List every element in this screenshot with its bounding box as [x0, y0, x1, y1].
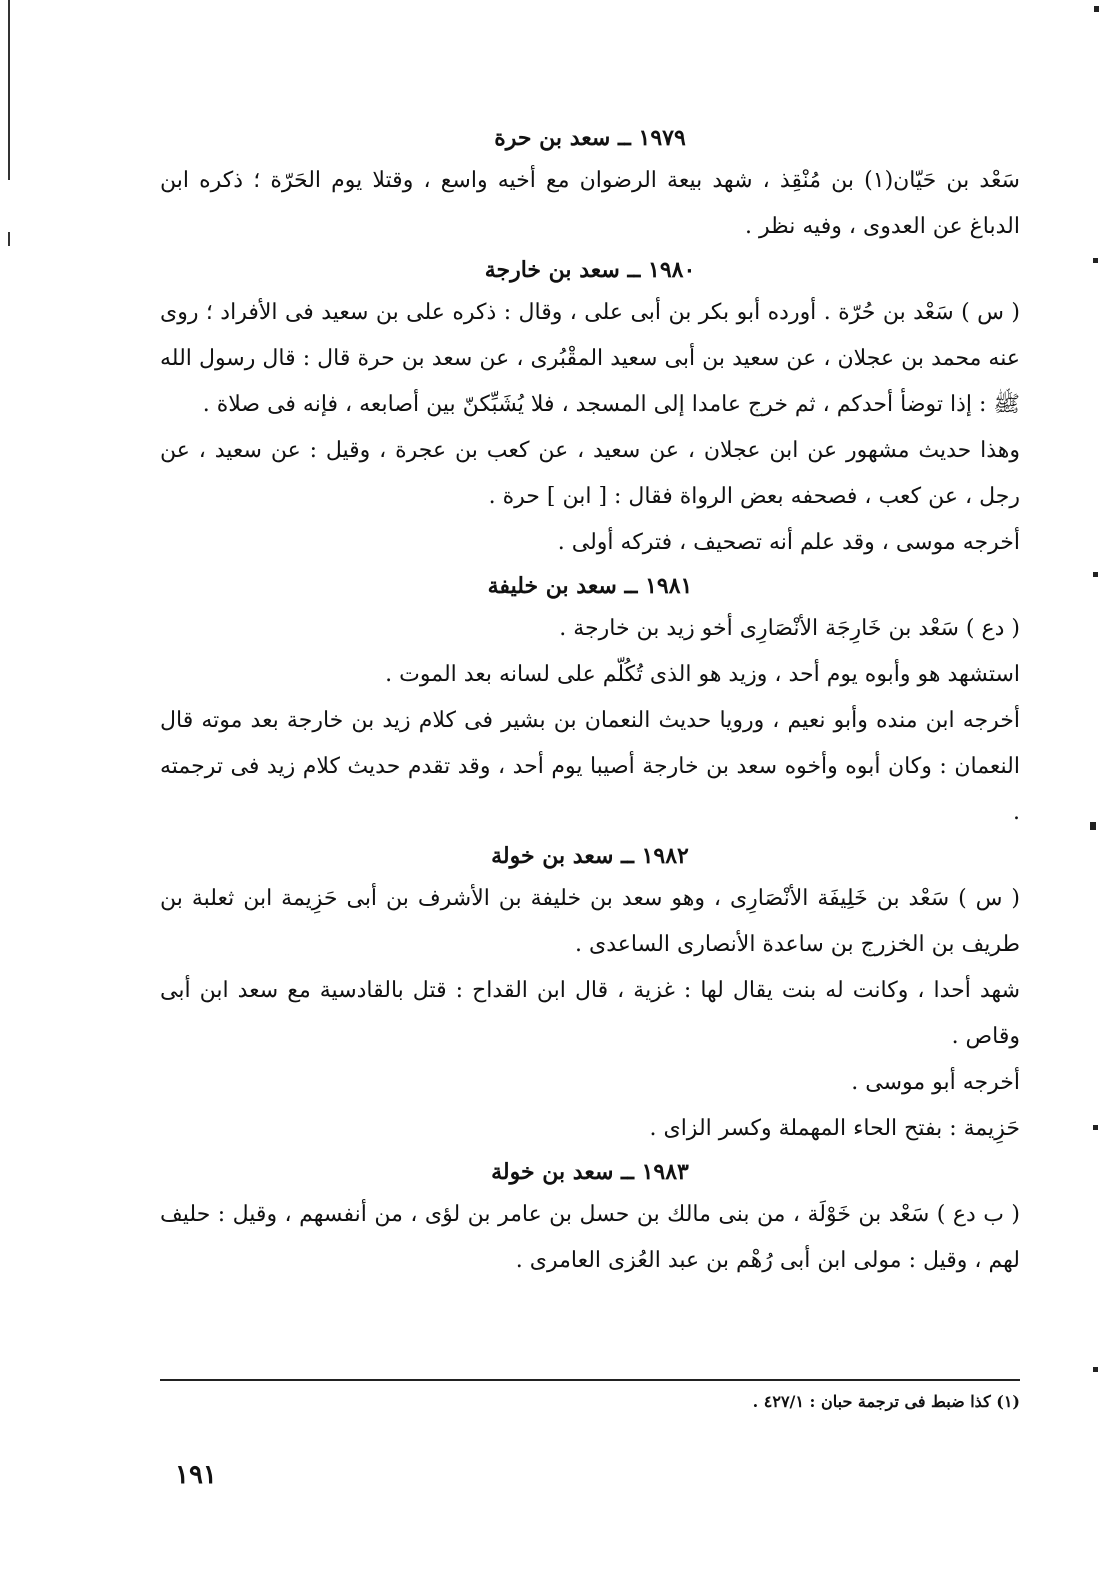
entry-paragraph: سَعْد بن حَيّان(١) بن مُنْقِذ ، شهد بيعة الرضوان مع أخيه واسع ، وقتلا يوم الحَرّة ؛ ذكره ابن الدباغ عن العدوى ، وفيه نظر .	[160, 168, 1020, 239]
entry-1983	[160, 1152, 1020, 1284]
entry-paragraph: أخرجه ابن منده وأبو نعيم ، ورويا حديث النعمان بن بشير فى كلام زيد بن خارجة بعد موته قال النعمان : وكان أبوه وأخوه سعد بن خارجة أصيبا يوم أحد ، وقد تقدم حديث كلام زيد فى ترجمته .	[160, 708, 1020, 825]
scan-mark	[1093, 258, 1098, 263]
scan-mark	[1093, 572, 1098, 577]
entry-paragraph: وهذا حديث مشهور عن ابن عجلان ، عن سعيد ، عن كعب بن عجرة ، وقيل : عن سعيد ، عن رجل ، عن كعب ، فصحفه بعض الرواة فقال : [ ابن ] حرة .	[160, 438, 1020, 509]
scan-mark	[1094, 6, 1099, 12]
entry-1979	[160, 118, 1020, 250]
entry-paragraph: أخرجه موسى ، وقد علم أنه تصحيف ، فتركه أولى .	[557, 530, 1020, 555]
footnote-rule	[160, 1379, 1020, 1381]
scan-edge-line-mid	[8, 232, 10, 246]
entry-paragraph: أخرجه أبو موسى .	[851, 1070, 1020, 1095]
entry-1982	[160, 836, 1020, 1152]
scan-edge-line-top	[8, 0, 10, 180]
page-body	[160, 118, 1020, 1284]
entry-paragraph: ( دع ) سَعْد بن خَارِجَة الأنْصَارِى أخو زيد بن خارجة .	[559, 616, 1020, 641]
entry-1981	[160, 566, 1020, 836]
entry-paragraph: ( س ) سَعْد بن خَلِيفَة الأنْصَارِى ، وهو سعد بن خليفة بن الأشرف بن أبى حَزِيمة ابن ثعلبة بن طريف بن الخزرج بن ساعدة الأنصارى الساعدى .	[160, 886, 1020, 957]
entry-paragraph: استشهد هو وأبوه يوم أحد ، وزيد هو الذى تُكُلّم على لسانه بعد الموت .	[385, 662, 1020, 687]
footnote: (١) كذا ضبط فى ترجمة حبان : ٤٢٧/١ .	[752, 1392, 1020, 1411]
entry-paragraph: شهد أحدا ، وكانت له بنت يقال لها : غزية ، قال ابن القداح : قتل بالقادسية مع سعد ابن أبى وقاص .	[160, 978, 1020, 1049]
entry-paragraph: ( س ) سَعْد بن حُرّة . أورده أبو بكر بن أبى على ، وقال : ذكره على بن سعيد فى الأفراد ؛ روى عنه محمد بن عجلان ، عن سعيد بن أبى سعيد المقْبُرى ، عن سعد بن حرة قال : قال رسول الله ﷺ : إذا توضأ أحدكم ، ثم خرج عامدا إلى المسجد ، فلا يُشَبِّكنّ بين أصابعه ، فإنه فى صلاة .	[160, 300, 1020, 417]
scan-mark	[1090, 822, 1096, 830]
entry-heading: ١٩٨٣ ــ سعد بن خولة	[491, 1159, 689, 1185]
entry-heading: ١٩٨٠ ــ سعد بن خارجة	[484, 257, 696, 283]
scan-mark	[1093, 1367, 1098, 1372]
entry-1980	[160, 250, 1020, 566]
scan-mark	[1093, 1125, 1098, 1130]
page-number: ١٩١	[175, 1460, 217, 1490]
entry-paragraph: ( ب دع ) سَعْد بن خَوْلَة ، من بنى مالك بن حسل بن عامر بن لؤى ، من أنفسهم ، وقيل : حليف لهم ، وقيل : مولى ابن أبى رُهْم بن عبد العُزى العامرى .	[160, 1202, 1020, 1273]
entry-heading: ١٩٨٢ ــ سعد بن خولة	[491, 843, 689, 869]
entry-heading: ١٩٧٩ ــ سعد بن حرة	[494, 125, 686, 151]
entry-paragraph: حَزِيمة : بفتح الحاء المهملة وكسر الزاى .	[649, 1116, 1020, 1141]
entry-heading: ١٩٨١ ــ سعد بن خليفة	[487, 573, 693, 599]
